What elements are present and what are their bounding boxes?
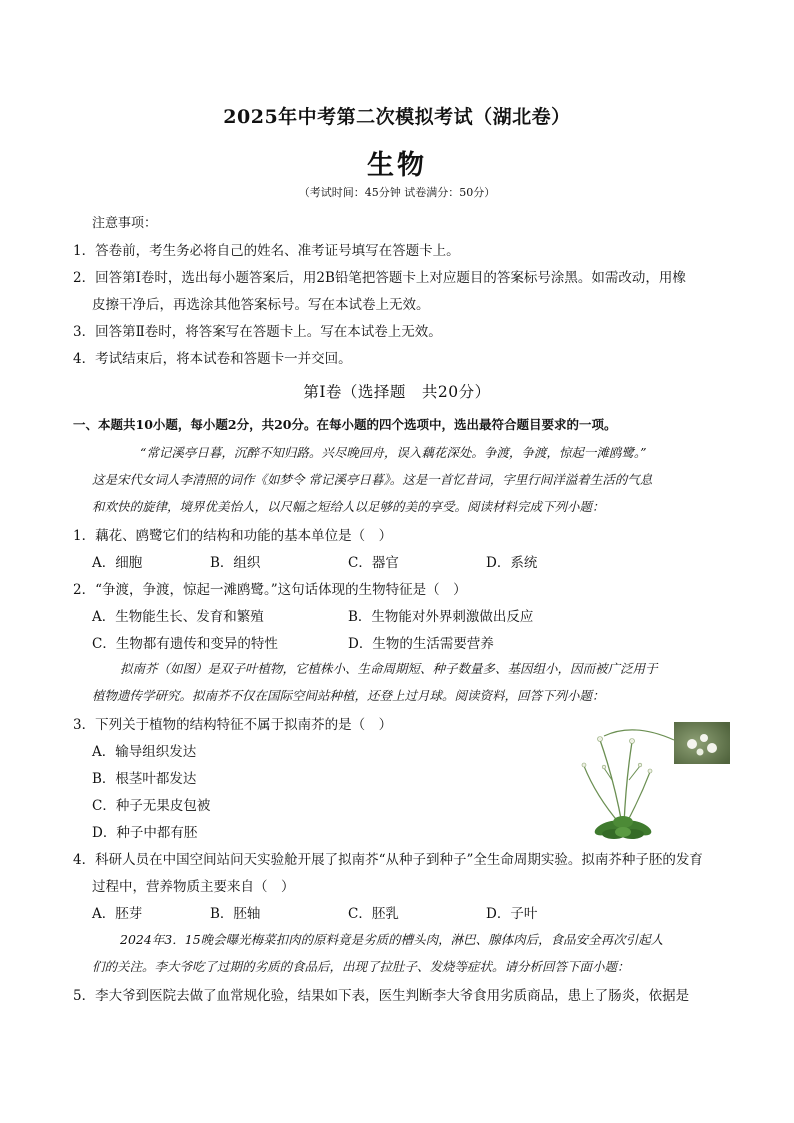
- option-a[interactable]: A．输导组织发达: [92, 744, 197, 760]
- passage-line: 们的关注。李大爷吃了过期的劣质的食品后，出现了拉肚子、发烧等症状。请分析回答下面小题：: [92, 959, 630, 974]
- arabidopsis-plant-icon: [574, 720, 734, 840]
- note-item: 4．考试结束后，将本试卷和答题卡一并交回。: [73, 351, 352, 367]
- passage-line: 这是宋代女词人李清照的词作《如梦令 常记溪亭日暮》。这是一首忆昔词，字里行间洋溢着生活的气息: [92, 472, 653, 487]
- option-d[interactable]: D．种子中都有胚: [92, 825, 198, 841]
- question-stem: 4．科研人员在中国空间站问天实验舱开展了拟南芥“从种子到种子”全生命周期实验。拟南芥种子胚的发育: [73, 852, 703, 868]
- exam-title: 2025年中考第二次模拟考试（湖北卷）: [223, 106, 571, 128]
- option-b[interactable]: B．组织: [210, 555, 261, 571]
- note-item: 3．回答第Ⅱ卷时，将答案写在答题卡上。写在本试卷上无效。: [73, 324, 442, 340]
- option-c[interactable]: C．胚乳: [348, 906, 399, 922]
- exam-info: （考试时间：45分钟 试卷满分：50分）: [298, 186, 496, 199]
- section-heading: 第Ⅰ卷（选择题 共20分）: [303, 383, 491, 401]
- option-a[interactable]: A．生物能生长、发育和繁殖: [92, 609, 264, 625]
- option-d[interactable]: D．子叶: [486, 906, 538, 922]
- passage-line: 拟南芥（如图）是双子叶植物，它植株小、生命周期短、种子数量多、基因组小，因而被广泛用于: [120, 661, 658, 676]
- passage-line: 植物遗传学研究。拟南芥不仅在国际空间站种植，还登上过月球。阅读资料，回答下列小题：: [92, 688, 605, 703]
- passage-line: 和欢快的旋律，境界优美怡人，以尺幅之短给人以足够的美的享受。阅读材料完成下列小题：: [92, 499, 605, 514]
- notes-heading: 注意事项：: [92, 216, 158, 231]
- note-item: 1．答卷前，考生务必将自己的姓名、准考证号填写在答题卡上。: [73, 243, 460, 259]
- passage-line: “常记溪亭日暮，沉醉不知归路。兴尽晚回舟，误入藕花深处。争渡，争渡，惊起一滩鸥鹭。”: [140, 445, 647, 460]
- section-instruction: 一、本题共10小题，每小题2分，共20分。在每小题的四个选项中，选出最符合题目要求的一项。: [73, 417, 617, 432]
- option-a[interactable]: A．细胞: [92, 555, 143, 571]
- option-d[interactable]: D．生物的生活需要营养: [348, 636, 494, 652]
- option-c[interactable]: C．器官: [348, 555, 399, 571]
- question-stem-cont: 过程中，营养物质主要来自（ ）: [92, 879, 295, 895]
- subject-title: 生物: [367, 150, 427, 181]
- question-stem: 3．下列关于植物的结构特征不属于拟南芥的是（ ）: [73, 717, 393, 733]
- question-stem: 5．李大爷到医院去做了血常规化验，结果如下表，医生判断李大爷食用劣质商品，患上了肠炎，依据是: [73, 988, 690, 1004]
- option-c[interactable]: C．生物都有遗传和变异的特性: [92, 636, 278, 652]
- option-d[interactable]: D．系统: [486, 555, 538, 571]
- option-a[interactable]: A．胚芽: [92, 906, 143, 922]
- note-item: 皮擦干净后，再选涂其他答案标号。写在本试卷上无效。: [92, 297, 430, 313]
- question-stem: 1．藕花、鸥鹭它们的结构和功能的基本单位是（ ）: [73, 528, 393, 544]
- option-b[interactable]: B．胚轴: [210, 906, 261, 922]
- option-b[interactable]: B．生物能对外界刺激做出反应: [348, 609, 534, 625]
- note-item: 2．回答第Ⅰ卷时，选出每小题答案后，用2B铅笔把答题卡上对应题目的答案标号涂黑。如需改动，用橡: [73, 270, 686, 286]
- option-c[interactable]: C．种子无果皮包被: [92, 798, 211, 814]
- option-b[interactable]: B．根茎叶都发达: [92, 771, 197, 787]
- question-stem: 2．“争渡，争渡，惊起一滩鸥鹭。”这句话体现的生物特征是（ ）: [73, 582, 467, 598]
- passage-line: 2024年3．15晚会曝光梅菜扣肉的原料竟是劣质的槽头肉，淋巴、腺体肉后，食品安全再次引起人: [120, 932, 664, 947]
- arabidopsis-figure: [574, 720, 734, 840]
